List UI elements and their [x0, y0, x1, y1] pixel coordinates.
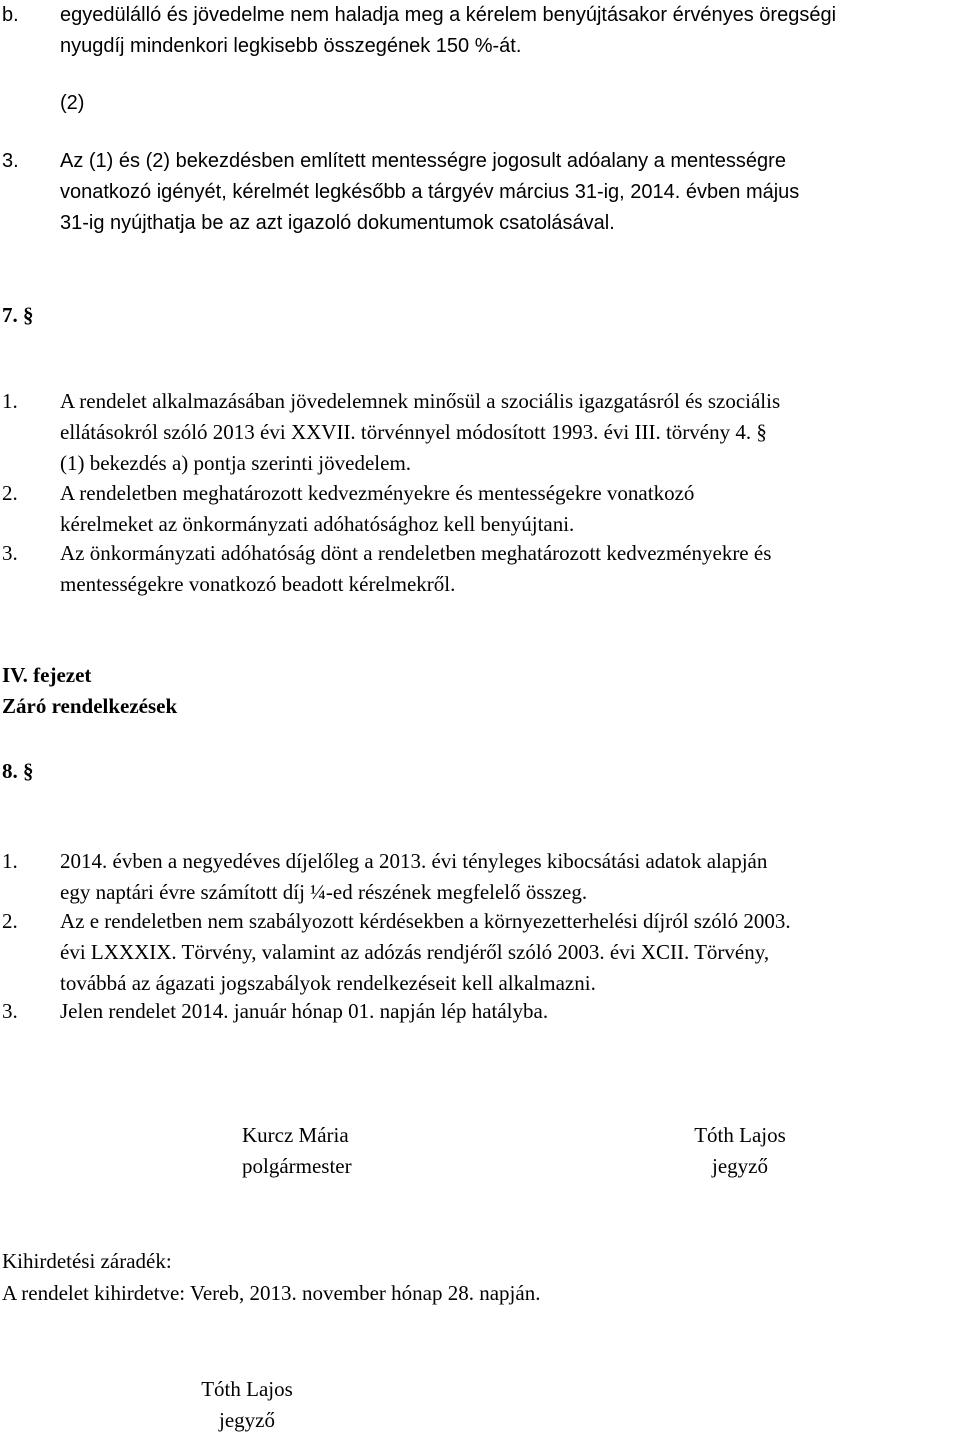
text-line: A rendelet alkalmazásában jövedelemnek minősül a szociális igazgatásról és szociális [60, 389, 781, 413]
section-heading: 7. § [2, 303, 34, 327]
chapter-number: IV. fejezet [2, 663, 92, 687]
text-line: Jelen rendelet 2014. január hónap 01. napján lép hatályba. [60, 999, 549, 1023]
text-line: 31-ig nyújthatja be az azt igazoló dokumentumok csatolásával. [60, 212, 615, 234]
text-line: mentességekre vonatkozó beadott kérelmekről. [60, 572, 456, 596]
text-line: évi LXXXIX. Törvény, valamint az adózás rendjéről szóló 2003. évi XCII. Törvény, [60, 940, 770, 964]
paragraph-label: (2) [60, 92, 85, 114]
text-line: egy naptári évre számított díj ¼-ed részének megfelelő összeg. [60, 880, 588, 904]
text-line: Az (1) és (2) bekezdésben említett mentességre jogosult adóalany a mentességre [60, 150, 786, 172]
text-line: 2014. évben a negyedéves díjelőleg a 2013. évi tényleges kibocsátási adatok alapján [60, 849, 768, 873]
signature-right-title: jegyző [712, 1154, 768, 1178]
list-item-number: 2. [2, 909, 18, 933]
announcement-text: A rendelet kihirdetve: Vereb, 2013. november hónap 28. napján. [2, 1281, 541, 1305]
text-line: vonatkozó igényét, kérelmét legkésőbb a tárgyév március 31-ig, 2014. évben május [60, 181, 800, 203]
text-line: kérelmeket az önkormányzati adóhatósághoz kell benyújtani. [60, 512, 575, 536]
list-item-number: 3. [2, 541, 18, 565]
signature-left-title: polgármester [242, 1154, 352, 1178]
list-item-number: b. [2, 4, 19, 26]
list-item-number: 1. [2, 389, 18, 413]
signature-right-name: Tóth Lajos [694, 1123, 786, 1147]
text-line: Az e rendeletben nem szabályozott kérdésekben a környezetterhelési díjról szóló 2003. [60, 909, 791, 933]
text-line: egyedülálló és jövedelme nem haladja meg a kérelem benyújtásakor érvényes öregségi [60, 4, 837, 26]
list-item-number: 3. [2, 999, 18, 1023]
text-line: továbbá az ágazati jogszabályok rendelkezéseit kell alkalmazni. [60, 971, 596, 995]
chapter-title: Záró rendelkezések [2, 694, 178, 718]
signature-left-name: Kurcz Mária [242, 1123, 349, 1147]
announcement-label: Kihirdetési záradék: [2, 1249, 172, 1273]
list-item-number: 1. [2, 849, 18, 873]
list-item-number: 2. [2, 481, 18, 505]
text-line: A rendeletben meghatározott kedvezményekre és mentességekre vonatkozó [60, 481, 695, 505]
list-item-number: 3. [2, 150, 19, 172]
section-heading: 8. § [2, 759, 34, 783]
text-line: nyugdíj mindenkori legkisebb összegének 150 %-át. [60, 35, 522, 57]
text-line: ellátásokról szóló 2013 évi XXVII. törvénnyel módosított 1993. évi III. törvény 4. § [60, 420, 767, 444]
bottom-signature-title: jegyző [219, 1408, 275, 1432]
text-line: Az önkormányzati adóhatóság dönt a rendeletben meghatározott kedvezményekre és [60, 541, 772, 565]
bottom-signature-name: Tóth Lajos [201, 1377, 293, 1401]
text-line: (1) bekezdés a) pontja szerinti jövedelem. [60, 451, 412, 475]
